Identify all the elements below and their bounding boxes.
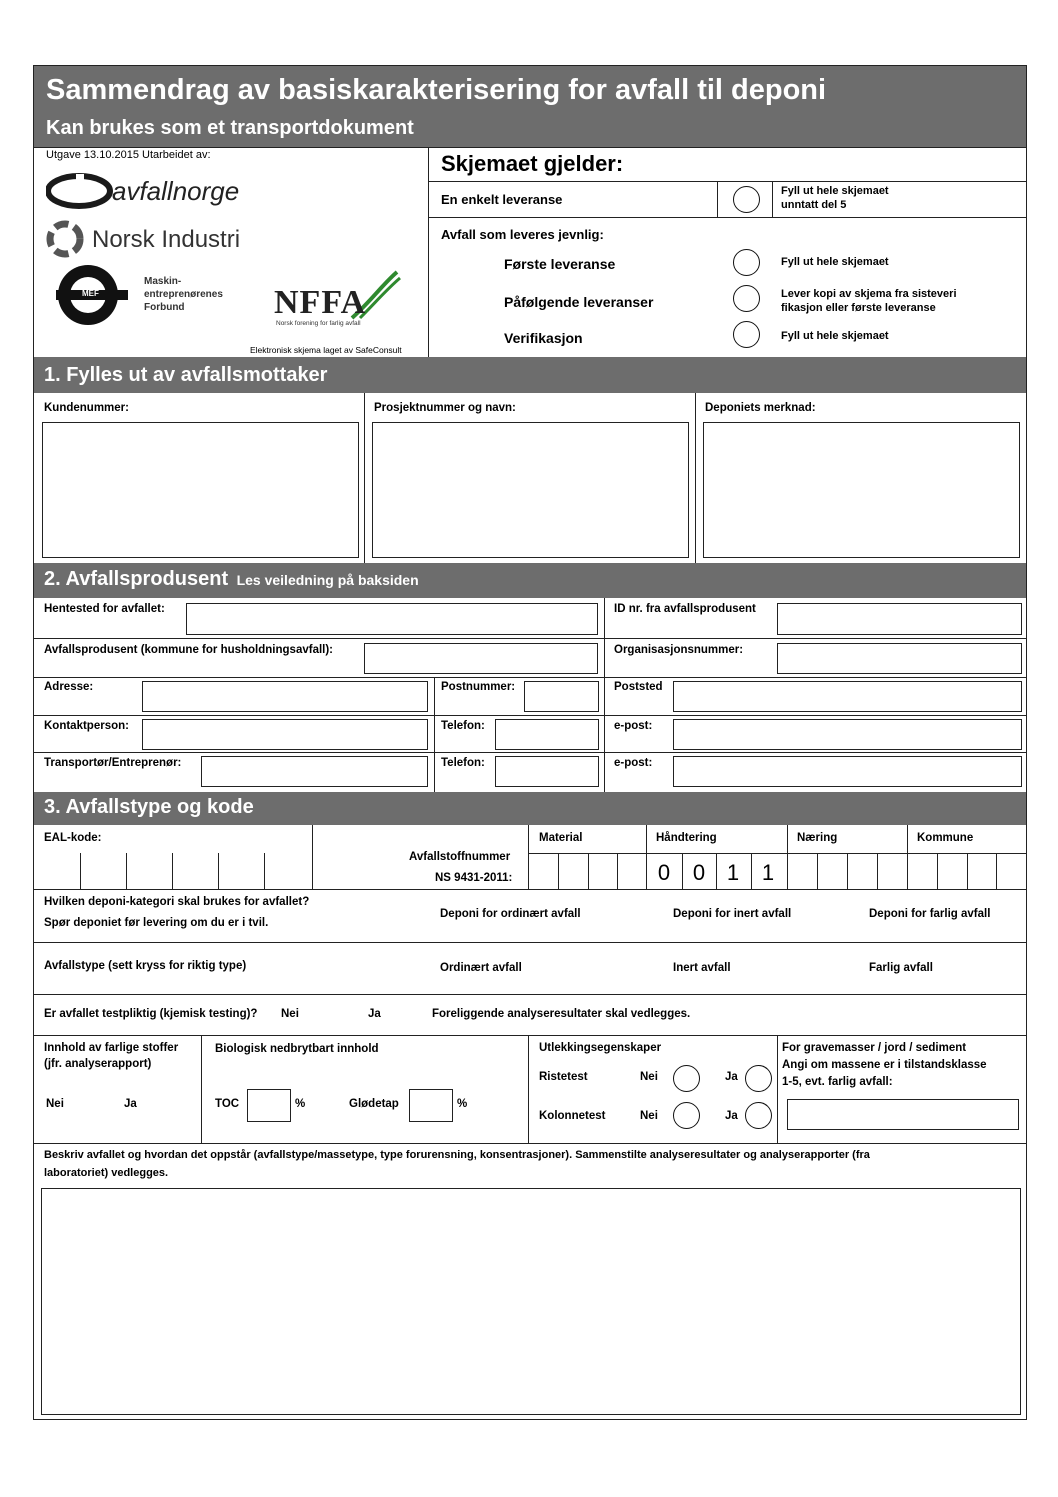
- column-yes-radio[interactable]: [745, 1102, 772, 1129]
- nffa-subtitle: Norsk forening for farlig avfall: [276, 320, 361, 327]
- hazard-yes-option[interactable]: Ja: [124, 1098, 137, 1110]
- single-delivery-radio[interactable]: [733, 186, 760, 213]
- org-number-label: Organisasjonsnummer:: [614, 644, 744, 656]
- test-no-option[interactable]: Nei: [281, 1008, 299, 1020]
- waste-type-question: Avfallstype (sett kryss for riktig type): [44, 960, 247, 972]
- description-label-1: Beskriv avfallet og hvordan det oppstår (avfallstype/massetype, type forurensning, konsentrasjoner). Sammenstilte analyseresultater og analyserapporter (fra: [44, 1149, 870, 1161]
- handling-digit-2: 0: [692, 860, 706, 885]
- column-no-radio[interactable]: [673, 1102, 700, 1129]
- postal-place-label: Poststed: [614, 681, 663, 693]
- shake-test-label: Ristetest: [539, 1071, 588, 1083]
- column-no-label: Nei: [640, 1110, 658, 1122]
- mef-initials: MEF: [82, 289, 99, 298]
- toc-percent: %: [295, 1098, 306, 1110]
- toc-input[interactable]: [247, 1089, 291, 1122]
- shake-no-radio[interactable]: [673, 1065, 700, 1092]
- test-yes-option[interactable]: Ja: [368, 1008, 381, 1020]
- hazard-content-label-2: (jfr. analyserapport): [44, 1058, 152, 1070]
- edition-text: Utgave 13.10.2015 Utarbeidet av:: [46, 149, 211, 161]
- email2-label: e-post:: [614, 757, 653, 769]
- category-hazard-option[interactable]: Deponi for farlig avfall: [869, 908, 991, 920]
- eal-code-label: EAL-kode:: [44, 832, 102, 844]
- shake-yes-radio[interactable]: [745, 1065, 772, 1092]
- landfill-remark-label: Deponiets merknad:: [705, 402, 816, 414]
- subsequent-delivery-label: Påfølgende leveranser: [504, 294, 654, 310]
- handling-digit-4: 1: [761, 860, 775, 885]
- handling-label: Håndtering: [656, 832, 717, 844]
- soil-label-1: For gravemasser / jord / sediment: [782, 1042, 967, 1054]
- project-input[interactable]: [372, 422, 689, 558]
- email1-label: e-post:: [614, 720, 653, 732]
- type-hazard-option[interactable]: Farlig avfall: [869, 962, 933, 974]
- ignition-loss-label: Glødetap: [349, 1098, 399, 1110]
- subsequent-note-1: Lever kopi av skjema fra sisteveri: [781, 288, 957, 300]
- single-delivery-note-2: unntatt del 5: [781, 199, 847, 211]
- material-label: Material: [539, 832, 583, 844]
- producer-label: Avfallsprodusent (kommune for husholdningsavfall):: [44, 644, 334, 656]
- phone1-input[interactable]: [495, 719, 599, 750]
- phone1-label: Telefon:: [441, 720, 485, 732]
- nffa-logo: [274, 270, 404, 330]
- section3-title: 3. Avfallstype og kode: [44, 796, 254, 818]
- subsequent-delivery-radio[interactable]: [733, 285, 760, 312]
- phone2-input[interactable]: [495, 756, 599, 787]
- test-question: Er avfallet testpliktig (kjemisk testing)?: [44, 1008, 258, 1020]
- postal-number-input[interactable]: [524, 681, 599, 712]
- ignition-percent: %: [457, 1098, 468, 1110]
- single-delivery-note-1: Fyll ut hele skjemaet: [781, 185, 889, 197]
- municipality-label: Kommune: [917, 832, 974, 844]
- section2-hint: Les veiledning på baksiden: [236, 572, 419, 588]
- pickup-location-label: Hentested for avfallet:: [44, 603, 165, 615]
- handling-digit-3: 1: [726, 860, 740, 885]
- project-label: Prosjektnummer og navn:: [374, 402, 516, 414]
- test-note: Foreliggende analyseresultater skal vedlegges.: [432, 1008, 691, 1020]
- description-label-2: laboratoriet) vedlegges.: [44, 1167, 169, 1179]
- producer-id-label: ID nr. fra avfallsprodusent: [614, 603, 756, 615]
- email2-input[interactable]: [673, 756, 1022, 787]
- soil-label-2: Angi om massene er i tilstandsklasse: [782, 1059, 987, 1071]
- single-delivery-label: En enkelt leveranse: [441, 192, 563, 207]
- first-delivery-label: Første leveranse: [504, 256, 616, 272]
- mef-text-2: entreprenørenes: [144, 289, 223, 300]
- transporter-input[interactable]: [201, 756, 428, 787]
- address-input[interactable]: [142, 681, 428, 712]
- handling-digit-1: 0: [657, 860, 671, 885]
- biodegradable-label: Biologisk nedbrytbart innhold: [215, 1043, 379, 1055]
- nffa-wordmark: NFFA: [274, 284, 367, 321]
- category-inert-option[interactable]: Deponi for inert avfall: [673, 908, 792, 920]
- contact-person-input[interactable]: [142, 719, 428, 750]
- applies-title: Skjemaet gjelder:: [441, 151, 624, 176]
- type-ordinary-option[interactable]: Ordinært avfall: [440, 962, 522, 974]
- soil-label-3: 1-5, evt. farlig avfall:: [782, 1076, 893, 1088]
- norsk-industri-wordmark: Norsk Industri: [92, 226, 241, 253]
- form-title: Sammendrag av basiskarakterisering for avfall til deponi: [46, 74, 827, 106]
- regular-delivery-label: Avfall som leveres jevnlig:: [441, 227, 604, 242]
- section2-title: [44, 568, 419, 591]
- substance-number-label-2: NS 9431-2011:: [435, 872, 513, 884]
- category-question-2: Spør deponiet før levering om du er i tvil.: [44, 917, 269, 929]
- leaching-label: Utlekkingsegenskaper: [539, 1042, 662, 1054]
- hazard-content-label-1: Innhold av farlige stoffer: [44, 1042, 179, 1054]
- contact-person-label: Kontaktperson:: [44, 720, 129, 732]
- postal-place-input[interactable]: [673, 681, 1022, 712]
- category-ordinary-option[interactable]: Deponi for ordinært avfall: [440, 908, 581, 920]
- landfill-remark-input[interactable]: [703, 422, 1020, 558]
- phone2-label: Telefon:: [441, 757, 485, 769]
- hazard-no-option[interactable]: Nei: [46, 1098, 64, 1110]
- norsk-industri-logo: [46, 220, 276, 260]
- address-label: Adresse:: [44, 681, 94, 693]
- industry-label: Næring: [797, 832, 838, 844]
- column-yes-label: Ja: [725, 1110, 738, 1122]
- mef-text-3: Forbund: [144, 302, 185, 313]
- verification-radio[interactable]: [733, 321, 760, 348]
- verification-label: Verifikasjon: [504, 330, 583, 346]
- description-input[interactable]: [41, 1188, 1021, 1415]
- substance-number-label-1: Avfallstoffnummer: [409, 851, 511, 863]
- customer-number-input[interactable]: [42, 422, 359, 558]
- shake-yes-label: Ja: [725, 1071, 738, 1083]
- customer-number-label: Kundenummer:: [44, 402, 129, 414]
- toc-label: TOC: [215, 1098, 240, 1110]
- section1-title: 1. Fylles ut av avfallsmottaker: [44, 364, 328, 386]
- producer-input[interactable]: [364, 643, 598, 674]
- postal-number-label: Postnummer:: [441, 681, 516, 693]
- email1-input[interactable]: [673, 719, 1022, 750]
- mef-text-1: Maskin-: [144, 276, 182, 287]
- electronic-note: Elektronisk skjema laget av SafeConsult: [250, 345, 402, 355]
- mef-logo: [46, 262, 256, 328]
- category-question-1: Hvilken deponi-kategori skal brukes for avfallet?: [44, 896, 310, 908]
- org-number-input[interactable]: [777, 643, 1022, 674]
- first-delivery-radio[interactable]: [733, 249, 760, 276]
- transporter-label: Transportør/Entreprenør:: [44, 757, 182, 769]
- subsequent-note-2: fikasjon eller første leveranse: [781, 302, 936, 314]
- producer-id-input[interactable]: [777, 603, 1022, 635]
- type-inert-option[interactable]: Inert avfall: [673, 962, 731, 974]
- section2-title-main: 2. Avfallsprodusent: [44, 568, 229, 590]
- form-subtitle: Kan brukes som et transportdokument: [46, 117, 414, 139]
- avfallnorge-wordmark: avfallnorge: [112, 176, 240, 206]
- avfallnorge-logo: [46, 172, 276, 212]
- soil-class-input[interactable]: [787, 1099, 1019, 1130]
- ignition-loss-input[interactable]: [409, 1089, 453, 1122]
- first-delivery-note: Fyll ut hele skjemaet: [781, 256, 889, 268]
- shake-no-label: Nei: [640, 1071, 658, 1083]
- column-test-label: Kolonnetest: [539, 1110, 606, 1122]
- pickup-location-input[interactable]: [186, 603, 598, 635]
- verification-note: Fyll ut hele skjemaet: [781, 330, 889, 342]
